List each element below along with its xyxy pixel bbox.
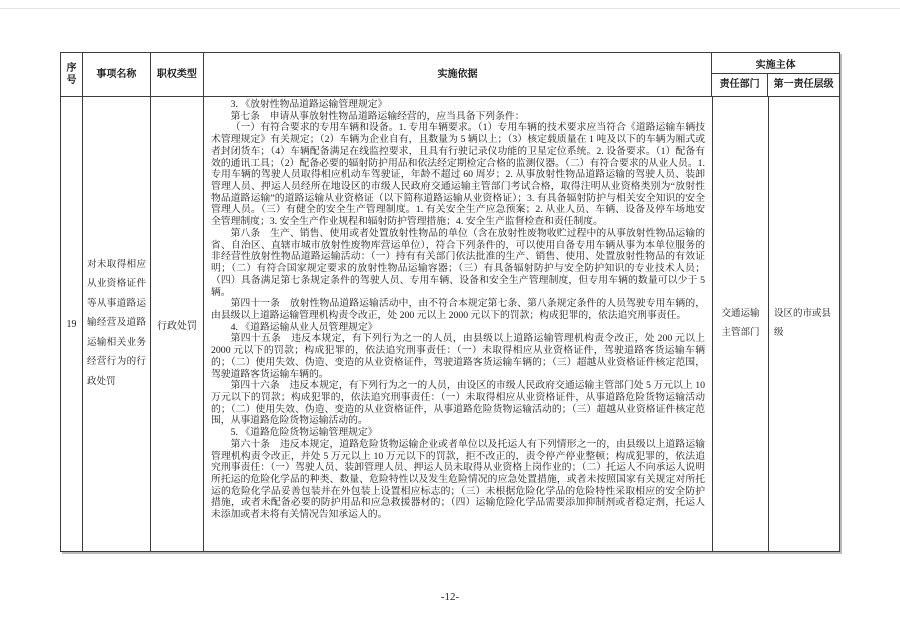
cell-power-type: 行政处罚: [151, 97, 204, 551]
header-subject-group: [712, 53, 839, 96]
cell-row-no: 19: [61, 97, 83, 551]
header-power-type: 职权类型: [151, 53, 204, 96]
cell-basis: 3. 《放射性物品道路运输管理规定》 第七条 申请从事放射性物品道路运输经营的，应当具备下列条件： （一）有符合要求的专用车辆和设备。1. 专用车辆要求。（1）专用车辆的技术要求应当符合《道路运输车辆技术管理规定》有关规定；（2）车辆为企业自有，且数量为 5 辆以上；（3）核定载质量在 1 吨及以下的车辆为厢式或者封闭货车；（4）车辆配备满足在线监控要求，且具有行驶记录仪功能的卫星定位系统。2. 设备要求。（1）配备有效的通讯工具；（2）配备必要的辐射防护用品和依法经定期检定合格的监测仪器。（二）有符合要求的从业人员。1. 专用车辆的驾驶人员取得相应机动车驾驶证，年龄不超过 60 周岁；2. 从事放射性物品道路运输的驾驶人员、装卸管理人员、押运人员经所在地设区的市级人民政府交通运输主管部门考试合格，取得注明从业资格类别为“放射性物品道路运输”的道路运输从业资格证（以下简称道路运输从业资格证）；3. 有具备辐射防护与相关安全知识的安全管理人员。（三）有健全的安全生产管理制度。1. 有关安全生产应急预案；2. 从业人员、车辆、设备及停车场地安全管理制度；3. 安全生产作业规程和辐射防护管理措施；4. 安全生产监督检查和责任制度。 第八条 生产、销售、使用或者处置放射性物品的单位（含在放射性废物收贮过程中的从事放射性物品运输的省、自治区、直辖市城市放射性废物库营运单位），符合下列条件的，可以使用自备专用车辆从事为本单位服务的非经营性放射性物品道路运输活动：（一）持有有关部门依法批准的生产、销售、使用、处置放射性物品的有效证明；（二）有符合国家规定要求的放射性物品运输容器；（三）有具备辐射防护与安全防护知识的专业技术人员；（四）具备满足第七条规定条件的驾驶人员、专用车辆、设备和安全生产管理制度，但专用车辆的数量可以少于 5 辆。 第四十一条 放射性物品道路运输活动中，由不符合本规定第七条、第八条规定条件的人员驾驶专用车辆的，由县级以上道路运输管理机构责令改正，处 200 元以上 2000 元以下的罚款；构成犯罪的，依法追究刑事责任。 4. 《道路运输从业人员管理规定》 第四十五条 违反本规定，有下列行为之一的人员，由县级以上道路运输管理机构责令改正，处 200 元以上 2000 元以下的罚款；构成犯罪的，依法追究刑事责任：（一）未取得相应从业资格证件，驾驶道路客货运输车辆的；（二）使用失效、伪造、变造的从业资格证件，驾驶道路客货运输车辆的；（三）超越从业资格证件核定范围，驾驶道路客货运输车辆的。 第四十六条 违反本规定，有下列行为之一的人员，由设区的市级人民政府交通运输主管部门处 5 万元以上 10 万元以下的罚款；构成犯罪的，依法追究刑事责任：（一）未取得相应从业资格证件，从事道路危险货物运输活动的；（二）使用失效、伪造、变造的从业资格证件，从事道路危险货物运输活动的；（三）超越从业资格证件核定范围，从事道路危险货物运输活动的。 5. 《道路危险货物运输管理规定》 第六十条 违反本规定，道路危险货物运输企业或者单位以及托运人有下列情形之一的，由县级以上道路运输管理机构责令改正，并处 5 万元以上 10 万元以下的罚款，拒不改正的，责令停产停业整顿；构成犯罪的，依法追究刑事责任：（一）驾驶人员、装卸管理人员、押运人员未取得从业资格上岗作业的；（二）托运人不向承运人说明所托运的危险化学品的种类、数量、危险特性以及发生危险情况的应急处置措施，或者未按照国家有关规定对所托运的危险化学品妥善包装并在外包装上设置相应标志的；（三）未根据危险化学品的危险特性采取相应的安全防护措施，或者未配备必要的防护用品和应急救援器材的；（四）运输危险化学品需要添加抑制剂或者稳定剂，托运人未添加或者未将有关情况告知承运人的。: [204, 97, 713, 551]
header-first-level: 第一责任层级: [773, 79, 834, 90]
cell-dept-text: 交通运输主管部门: [721, 309, 760, 338]
page-top-edge: [0, 8, 900, 9]
header-item-name: 事项名称: [83, 53, 151, 96]
header-col-no: 序号: [61, 53, 83, 96]
table-header-row: [61, 53, 839, 97]
table-row: [61, 97, 839, 551]
header-dept: 责任部门: [712, 74, 768, 96]
header-subject: 实施主体: [712, 53, 839, 74]
cell-dept: [713, 97, 769, 551]
page-number: -12-: [440, 591, 460, 603]
power-list-table: [60, 52, 840, 552]
cell-item-name: 对未取得相应从业资格证件等从事道路运输经营及道路运输相关业务经营行为的行政处罚: [83, 97, 151, 551]
header-basis: 实施依据: [204, 53, 712, 96]
cell-first-level: 设区的市或县级: [774, 309, 832, 338]
